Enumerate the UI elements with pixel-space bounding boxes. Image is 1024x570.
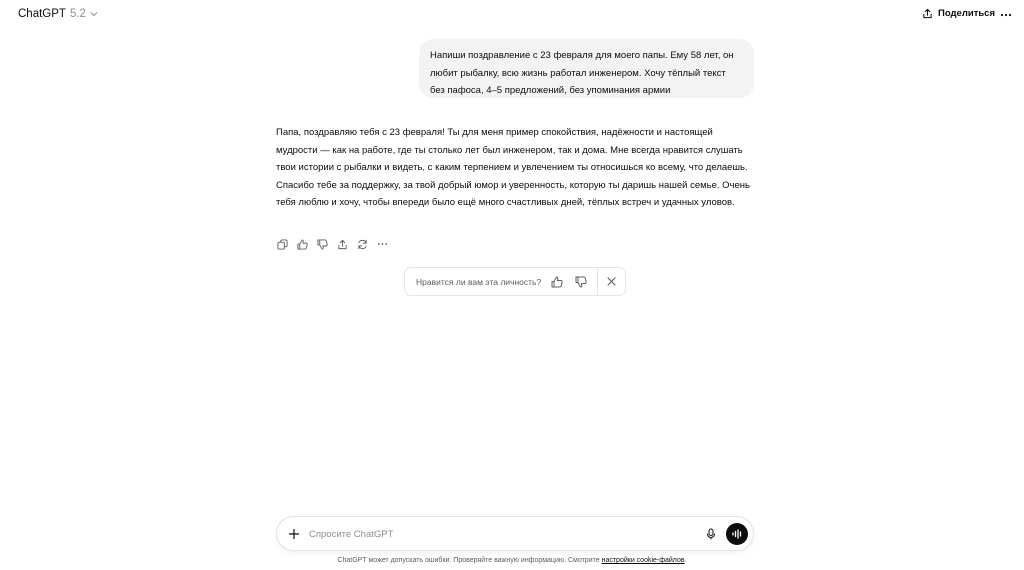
more-actions-button[interactable] (376, 238, 388, 250)
personality-feedback-card (404, 267, 626, 296)
regenerate-button[interactable] (356, 238, 368, 250)
composer (276, 516, 754, 551)
more-icon (1000, 13, 1012, 17)
footer-disclaimer (0, 557, 1024, 564)
assistant-message (276, 124, 756, 212)
chevron-down-icon (90, 10, 98, 18)
disclaimer-end: . (684, 557, 687, 564)
model-selector[interactable] (18, 8, 98, 20)
disclaimer-text: ChatGPT может допускать ошибки. Проверяйте важную информацию. Смотрите (337, 557, 600, 564)
feedback-question: Нравится ли вам эта личность? (416, 276, 542, 287)
share-label: Поделиться (938, 8, 996, 19)
model-name: ChatGPT (18, 8, 66, 20)
assistant-message-text: Папа, поздравляю тебя с 23 февраля! Ты для меня пример спокойствия, надёжности и настоящей мудрости — как на работе, где ты столько лет был инженером, так и дома. Мне всегда нравится слушать твои истории с рыбалки и видеть, с каким терпением и увлечением ты относишься ко всему, что делаешь. Спасибо тебе за поддержку, за твой добрый юмор и уверенность, которую ты даришь нашей семье. Очень тебя люблю и хочу, чтобы впереди было ещё много счастливых дней, тёплых встреч и удачных уловов. (276, 127, 750, 208)
top-bar (0, 0, 1024, 30)
prompt-input[interactable] (309, 526, 689, 542)
copy-button[interactable] (276, 238, 288, 250)
model-version: 5.2 (69, 8, 86, 20)
thumbs-up-icon[interactable] (551, 276, 563, 288)
cookie-settings-link[interactable]: настройки cookie-файлов (601, 557, 685, 564)
regenerate-icon (357, 239, 368, 250)
close-icon[interactable] (606, 276, 617, 287)
thumbs-up-icon (297, 239, 308, 250)
microphone-icon[interactable] (705, 528, 717, 540)
share-icon (922, 8, 933, 19)
user-message-bubble (419, 39, 754, 98)
voice-mode-button[interactable] (726, 523, 748, 545)
bad-response-button[interactable] (316, 238, 328, 250)
user-message-text: Напиши поздравление с 23 февраля для моего папы. Ему 58 лет, он любит рыбалку, всю жизнь работал инженером. Хочу тёплый текст без пафоса, 4–5 предложений, без упоминания армии (430, 50, 734, 96)
audio-wave-icon (731, 529, 743, 539)
thumbs-down-icon[interactable] (575, 276, 587, 288)
share-icon (337, 239, 348, 250)
copy-icon (277, 239, 288, 250)
feedback-divider (597, 268, 598, 295)
thumbs-down-icon (317, 239, 328, 250)
good-response-button[interactable] (296, 238, 308, 250)
more-icon (377, 242, 388, 246)
message-actions (276, 238, 388, 250)
more-options-button[interactable] (999, 8, 1013, 22)
plus-icon[interactable] (288, 528, 300, 540)
share-button[interactable] (922, 8, 995, 19)
share-response-button[interactable] (336, 238, 348, 250)
